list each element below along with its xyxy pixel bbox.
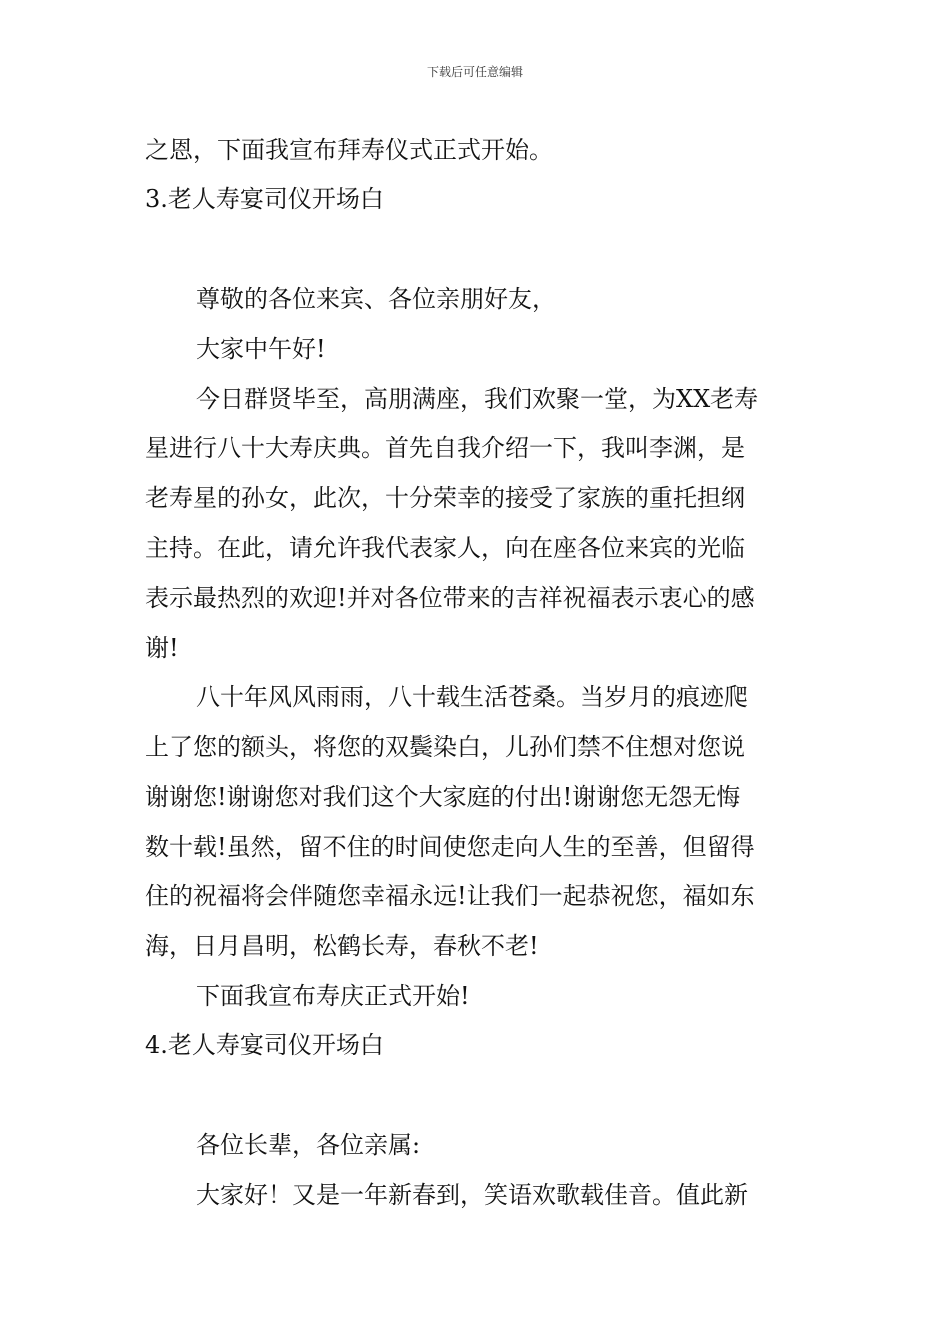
text-line: 下面我宣布寿庆正式开始! — [196, 982, 470, 1010]
text-line: 大家中午好! — [196, 335, 326, 363]
text-line: 老寿星的孙女，此次，十分荣幸的接受了家族的重托担纲 — [145, 484, 745, 512]
text-line: 今日群贤毕至，高朋满座，我们欢聚一堂，为XX老寿 — [196, 385, 759, 413]
text-line: 之恩，下面我宣布拜寿仪式正式开始。 — [145, 136, 553, 164]
text-line: 尊敬的各位来宾、各位亲朋好友， — [196, 285, 556, 313]
section-heading: 4.老人寿宴司仪开场白 — [145, 1031, 384, 1059]
text-line: 星进行八十大寿庆典。首先自我介绍一下，我叫李渊，是 — [145, 434, 745, 462]
text-line: 谢! — [145, 634, 179, 662]
text-line: 上了您的额头，将您的双鬓染白，儿孙们禁不住想对您说 — [145, 733, 745, 761]
text-line: 海，日月昌明，松鹤长寿，春秋不老! — [145, 932, 539, 960]
text-line: 八十年风风雨雨，八十载生活苍桑。当岁月的痕迹爬 — [196, 683, 748, 711]
text-line: 数十载!虽然，留不住的时间使您走向人生的至善，但留得 — [145, 833, 755, 861]
section-heading: 3.老人寿宴司仪开场白 — [145, 185, 384, 213]
text-line: 谢谢您!谢谢您对我们这个大家庭的付出!谢谢您无怨无悔 — [145, 783, 741, 811]
text-line: 大家好！又是一年新春到，笑语欢歌载佳音。值此新 — [196, 1181, 748, 1209]
page-header-note: 下载后可任意编辑 — [426, 65, 523, 79]
text-line: 表示最热烈的欢迎!并对各位带来的吉祥祝福表示衷心的感 — [145, 584, 755, 612]
text-line: 各位长辈，各位亲属: — [196, 1131, 421, 1159]
text-line: 主持。在此，请允许我代表家人，向在座各位来宾的光临 — [145, 534, 745, 562]
text-line: 住的祝福将会伴随您幸福永远!让我们一起恭祝您，福如东 — [145, 882, 755, 910]
